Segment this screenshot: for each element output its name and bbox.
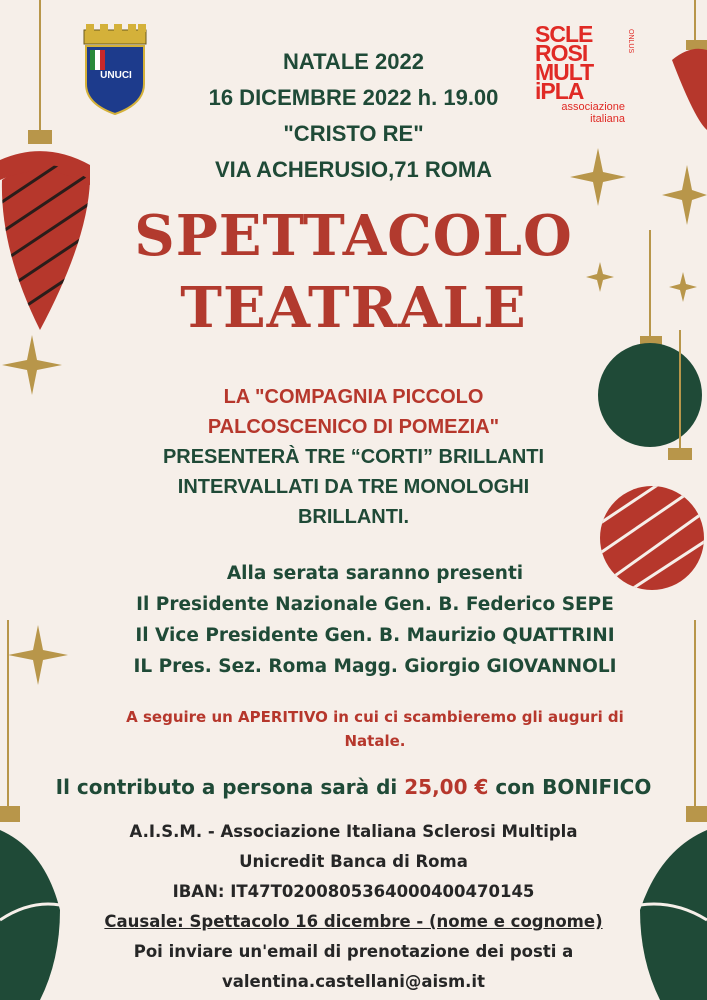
event-venue: "CRISTO RE" <box>283 121 424 146</box>
company-section <box>5 382 702 532</box>
presence-item: Il Presidente Nazionale Gen. B. Federico SEPE <box>136 594 614 615</box>
aism-logo-sub: associazione <box>561 101 625 113</box>
contribution-text: Il contributo a persona sarà di <box>55 775 405 799</box>
aism-logo-line: ROSI <box>535 40 588 66</box>
bank-line: Unicredit Banca di Roma <box>239 852 468 871</box>
contribution-line <box>0 772 707 802</box>
event-date: 16 DICEMBRE 2022 h. 19.00 <box>208 85 499 110</box>
email-instruction: Poi inviare un'email di prenotazione dei posti a <box>133 942 574 961</box>
aism-logo-line: MULT <box>535 59 594 85</box>
title-line-2: TEATRALE <box>180 275 527 341</box>
email-address[interactable]: valentina.castellani@aism.it <box>222 972 485 991</box>
payment-reason: Causale: Spettacolo 16 dicembre - (nome e cognome) <box>104 912 603 931</box>
bank-line: A.I.S.M. - Associazione Italiana Sclerosi Multipla <box>129 822 578 841</box>
aperitivo-line: A seguire un APERITIVO in cui ci scambieremo gli auguri di <box>126 708 624 726</box>
bank-details <box>40 817 667 997</box>
company-line: PALCOSCENICO DI POMEZIA" <box>207 416 500 438</box>
aperitivo-note <box>60 705 690 753</box>
event-title <box>0 200 707 344</box>
event-year: NATALE 2022 <box>282 49 424 74</box>
presence-intro: Alla serata saranno presenti <box>226 563 524 584</box>
presence-item: Il Vice Presidente Gen. B. Maurizio QUATTRINI <box>135 625 615 646</box>
aism-logo-line: iPLA <box>535 78 584 104</box>
title-line-1: SPETTACOLO <box>134 203 573 269</box>
aperitivo-line: Natale. <box>344 732 406 750</box>
presence-section <box>60 558 690 682</box>
company-line: INTERVALLATI DA TRE MONOLOGHI <box>177 476 530 498</box>
company-line: LA "COMPAGNIA PICCOLO <box>223 386 484 408</box>
aism-logo-line: SCLE <box>535 21 593 47</box>
contribution-amount: 25,00 € <box>404 775 489 799</box>
iban: IBAN: IT47T0200805364000400470145 <box>172 882 535 901</box>
company-line: PRESENTERÀ TRE “CORTI” BRILLANTI <box>162 446 545 468</box>
contribution-method: con BONIFICO <box>488 775 652 799</box>
aism-logo-side: ONLUS <box>627 29 634 54</box>
unuci-logo-text: UNUCI <box>100 70 132 81</box>
event-address: VIA ACHERUSIO,71 ROMA <box>214 157 493 182</box>
company-line: BRILLANTI. <box>297 506 410 528</box>
presence-item: IL Pres. Sez. Roma Magg. Giorgio GIOVANNOLI <box>133 656 617 677</box>
aism-logo-sub: italiana <box>590 113 625 125</box>
star-icon <box>8 625 68 685</box>
